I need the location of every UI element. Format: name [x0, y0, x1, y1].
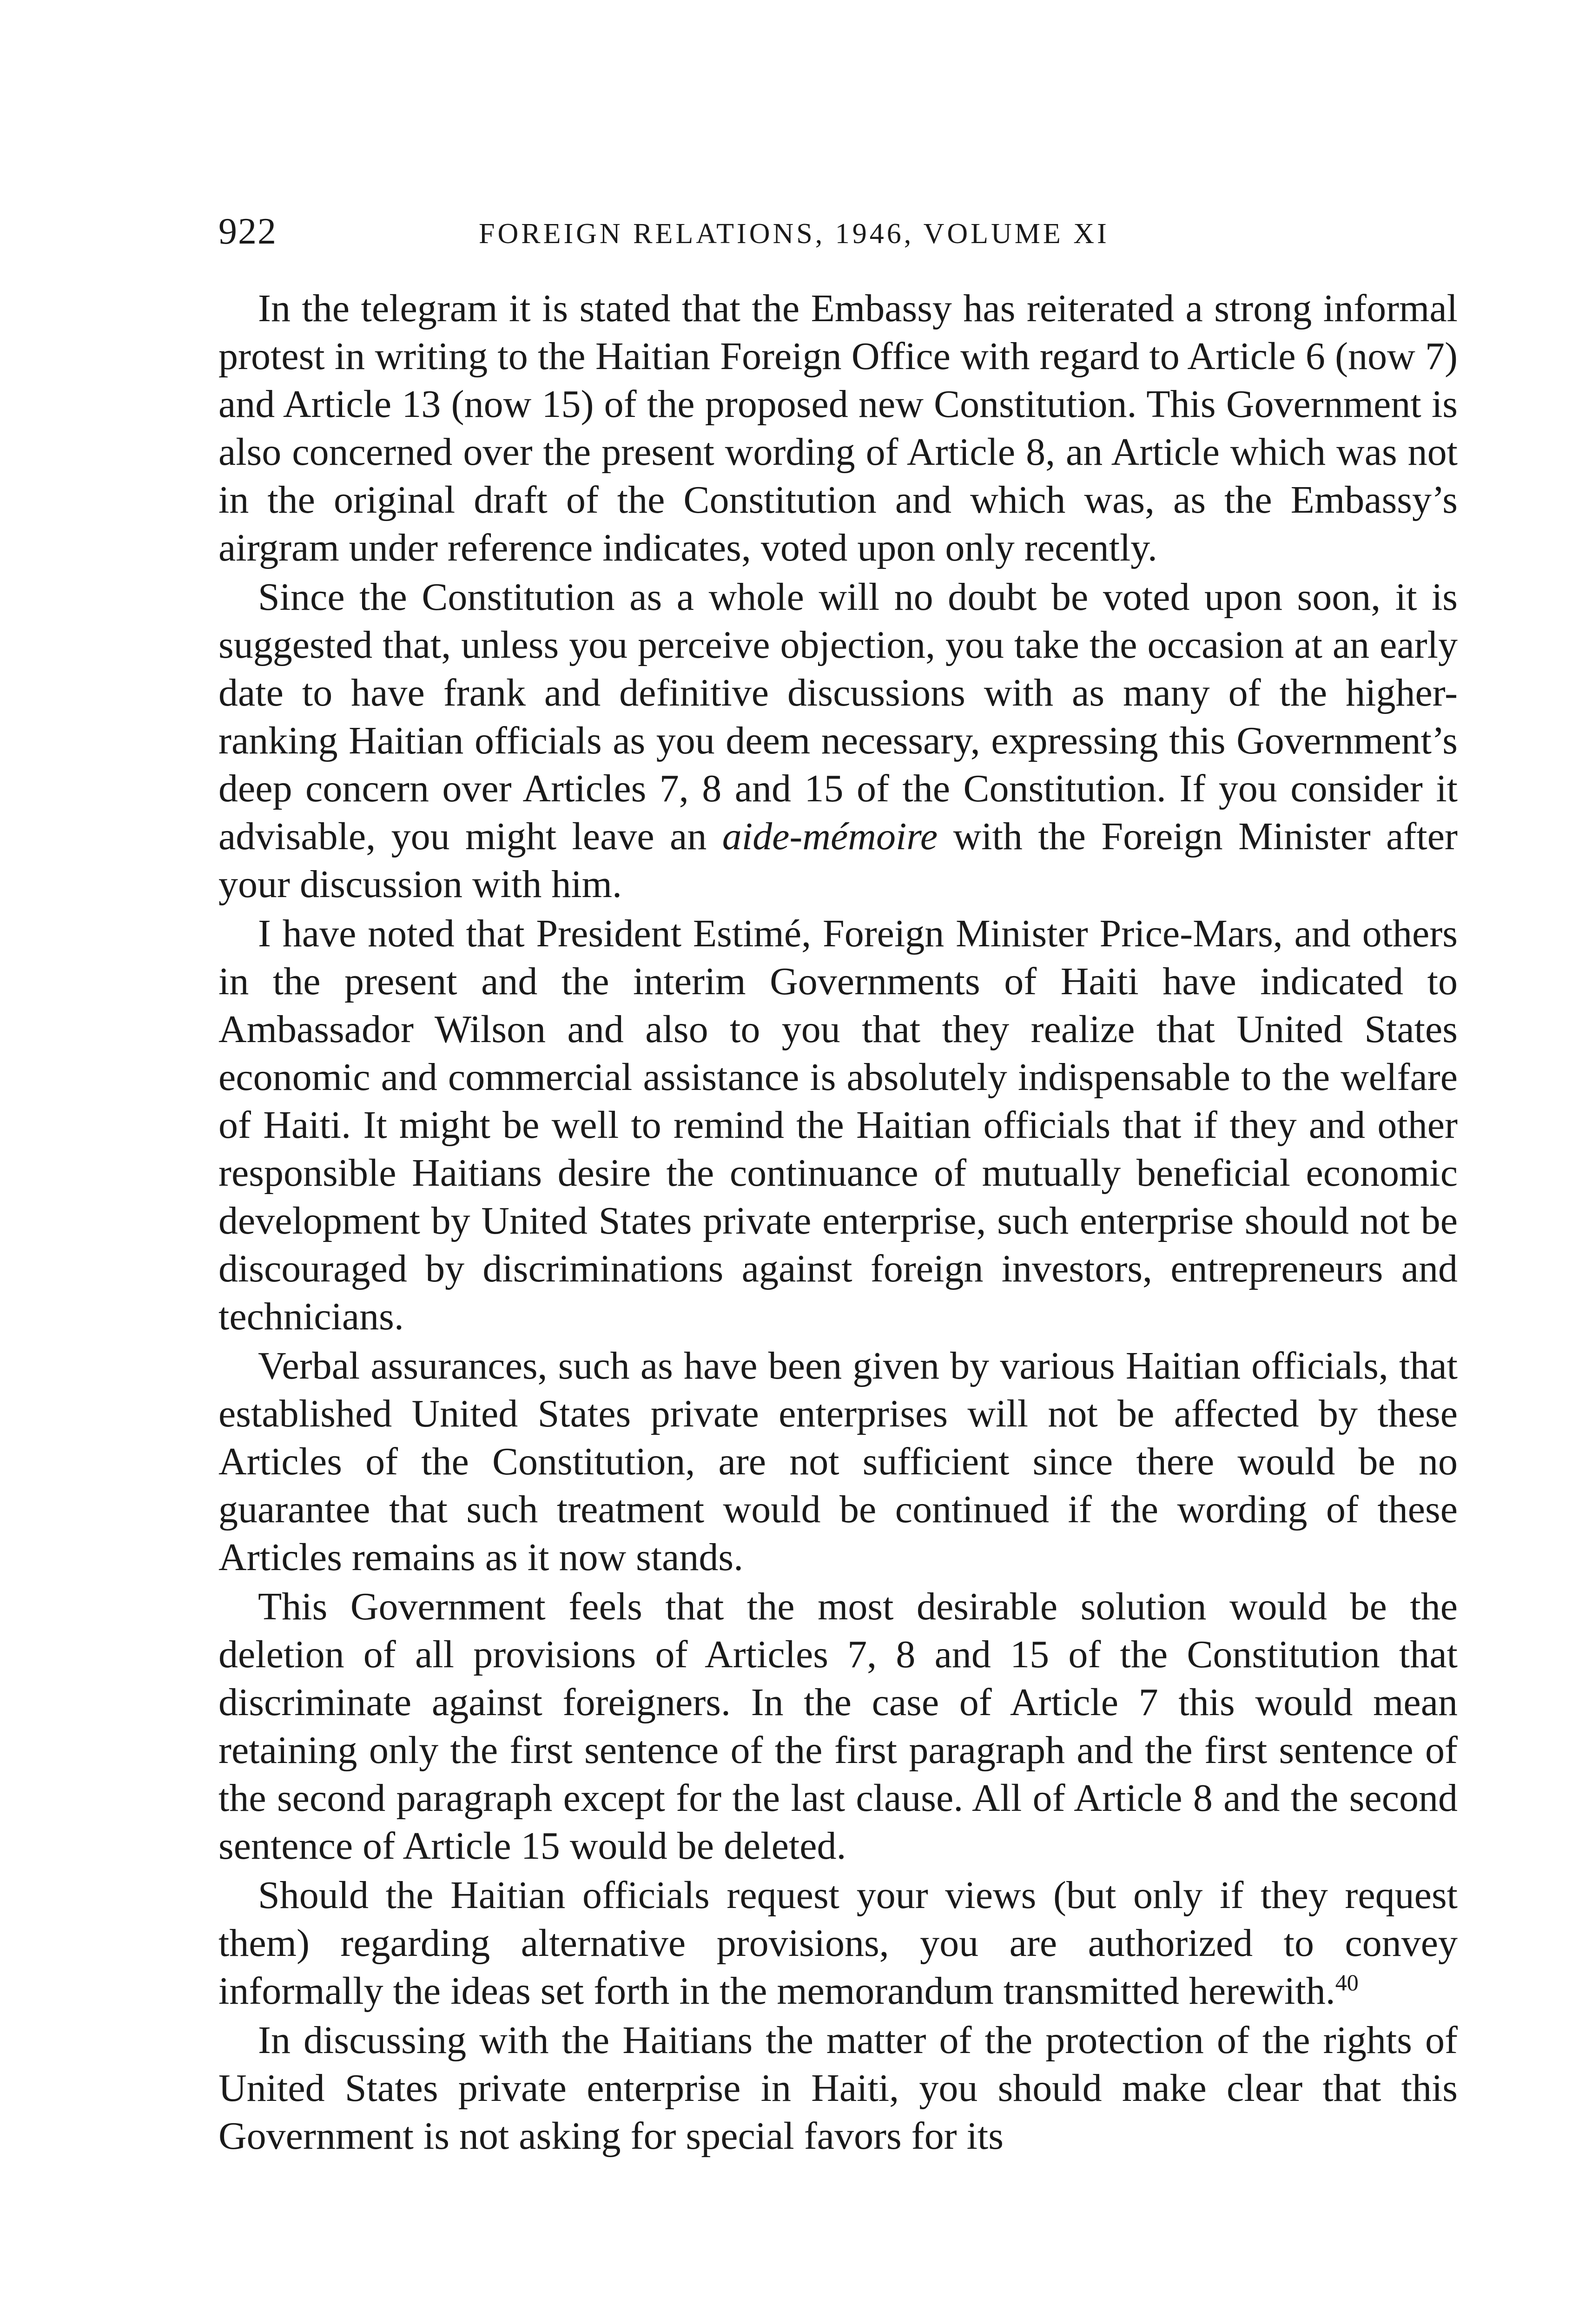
- paragraph-text: Should the Haitian officials request your views (but only if they request them) regarding alternative provisions, you are authorized to convey informally the ideas set forth in the memorandum transmitted herewith.: [218, 1874, 1458, 2013]
- paragraph-text: with the Foreign Minister after your discussion with him.: [218, 815, 1458, 906]
- paragraph-desirable-solution: [218, 1583, 1458, 1870]
- paragraph-text: This Government feels that the most desirable solution would be the deletion of all provisions of Articles 7, 8 and 15 of the Constitution that discriminate against foreigners. In the case of Article 7 this would mean retaining only the first sentence of the first paragraph and the first sentence of the second paragraph except for the last clause. All of Article 8 and the second sentence of Article 15 would be deleted.: [218, 1585, 1458, 1868]
- paragraph-telegram: [218, 284, 1458, 572]
- paragraph-text: In the telegram it is stated that the Embassy has reiterated a strong informal protest in writing to the Haitian Foreign Office with regard to Article 6 (now 7) and Article 13 (now 15) of the proposed new Constitution. This Government is also concerned over the present wording of Article 8, an Article which was not in the original draft of the Constitution and which was, as the Embassy’s airgram under reference indicates, voted upon only recently.: [218, 287, 1458, 569]
- paragraph-text: Since the Constitution as a whole will no doubt be voted upon soon, it is suggested that, unless you perceive objection, you take the occasion at an early date to have frank and definitive discussions with as many of the higher-ranking Haitian officials as you deem necessary, expressing this Government’s deep concern over Articles 7, 8 and 15 of the Constitution. If you consider it advisable, you might leave an: [218, 575, 1458, 858]
- paragraph-constitution-vote: [218, 573, 1458, 908]
- paragraph-text: In discussing with the Haitians the matter of the protection of the rights of United States private enterprise in Haiti, you should make clear that this Government is not asking for special favors for its: [218, 2019, 1458, 2158]
- paragraph-protection-of-rights: [218, 2016, 1458, 2160]
- paragraph-verbal-assurances: [218, 1342, 1458, 1581]
- running-title: FOREIGN RELATIONS, 1946, VOLUME XI: [479, 218, 1110, 250]
- body-text: [218, 284, 1458, 2160]
- footnote-reference: 40: [1335, 1969, 1359, 1995]
- paragraph-text: I have noted that President Estimé, Foreign Minister Price-Mars, and others in the present and the interim Governments of Haiti have indicated to Ambassador Wilson and also to you that they realize that United States economic and commercial assistance is absolutely indispensable to the welfare of Haiti. It might be well to remind the Haitian officials that if they and other responsible Haitians desire the continuance of mutually beneficial economic development by United States private enterprise, such enterprise should not be discouraged by discriminations against foreign investors, entrepreneurs and technicians.: [218, 912, 1458, 1338]
- paragraph-text: Verbal assurances, such as have been given by various Haitian officials, that established United States private enterprises will not be affected by these Articles of the Constitution, are not sufficient since there would be no guarantee that such treatment would be continued if the wording of these Articles remains as it now stands.: [218, 1344, 1458, 1579]
- italic-term: aide-mémoire: [722, 815, 938, 858]
- paragraph-alternative-provisions: [218, 1871, 1458, 2015]
- page-number: 922: [218, 211, 277, 252]
- running-header: [218, 204, 1458, 259]
- paragraph-president-estime: [218, 910, 1458, 1340]
